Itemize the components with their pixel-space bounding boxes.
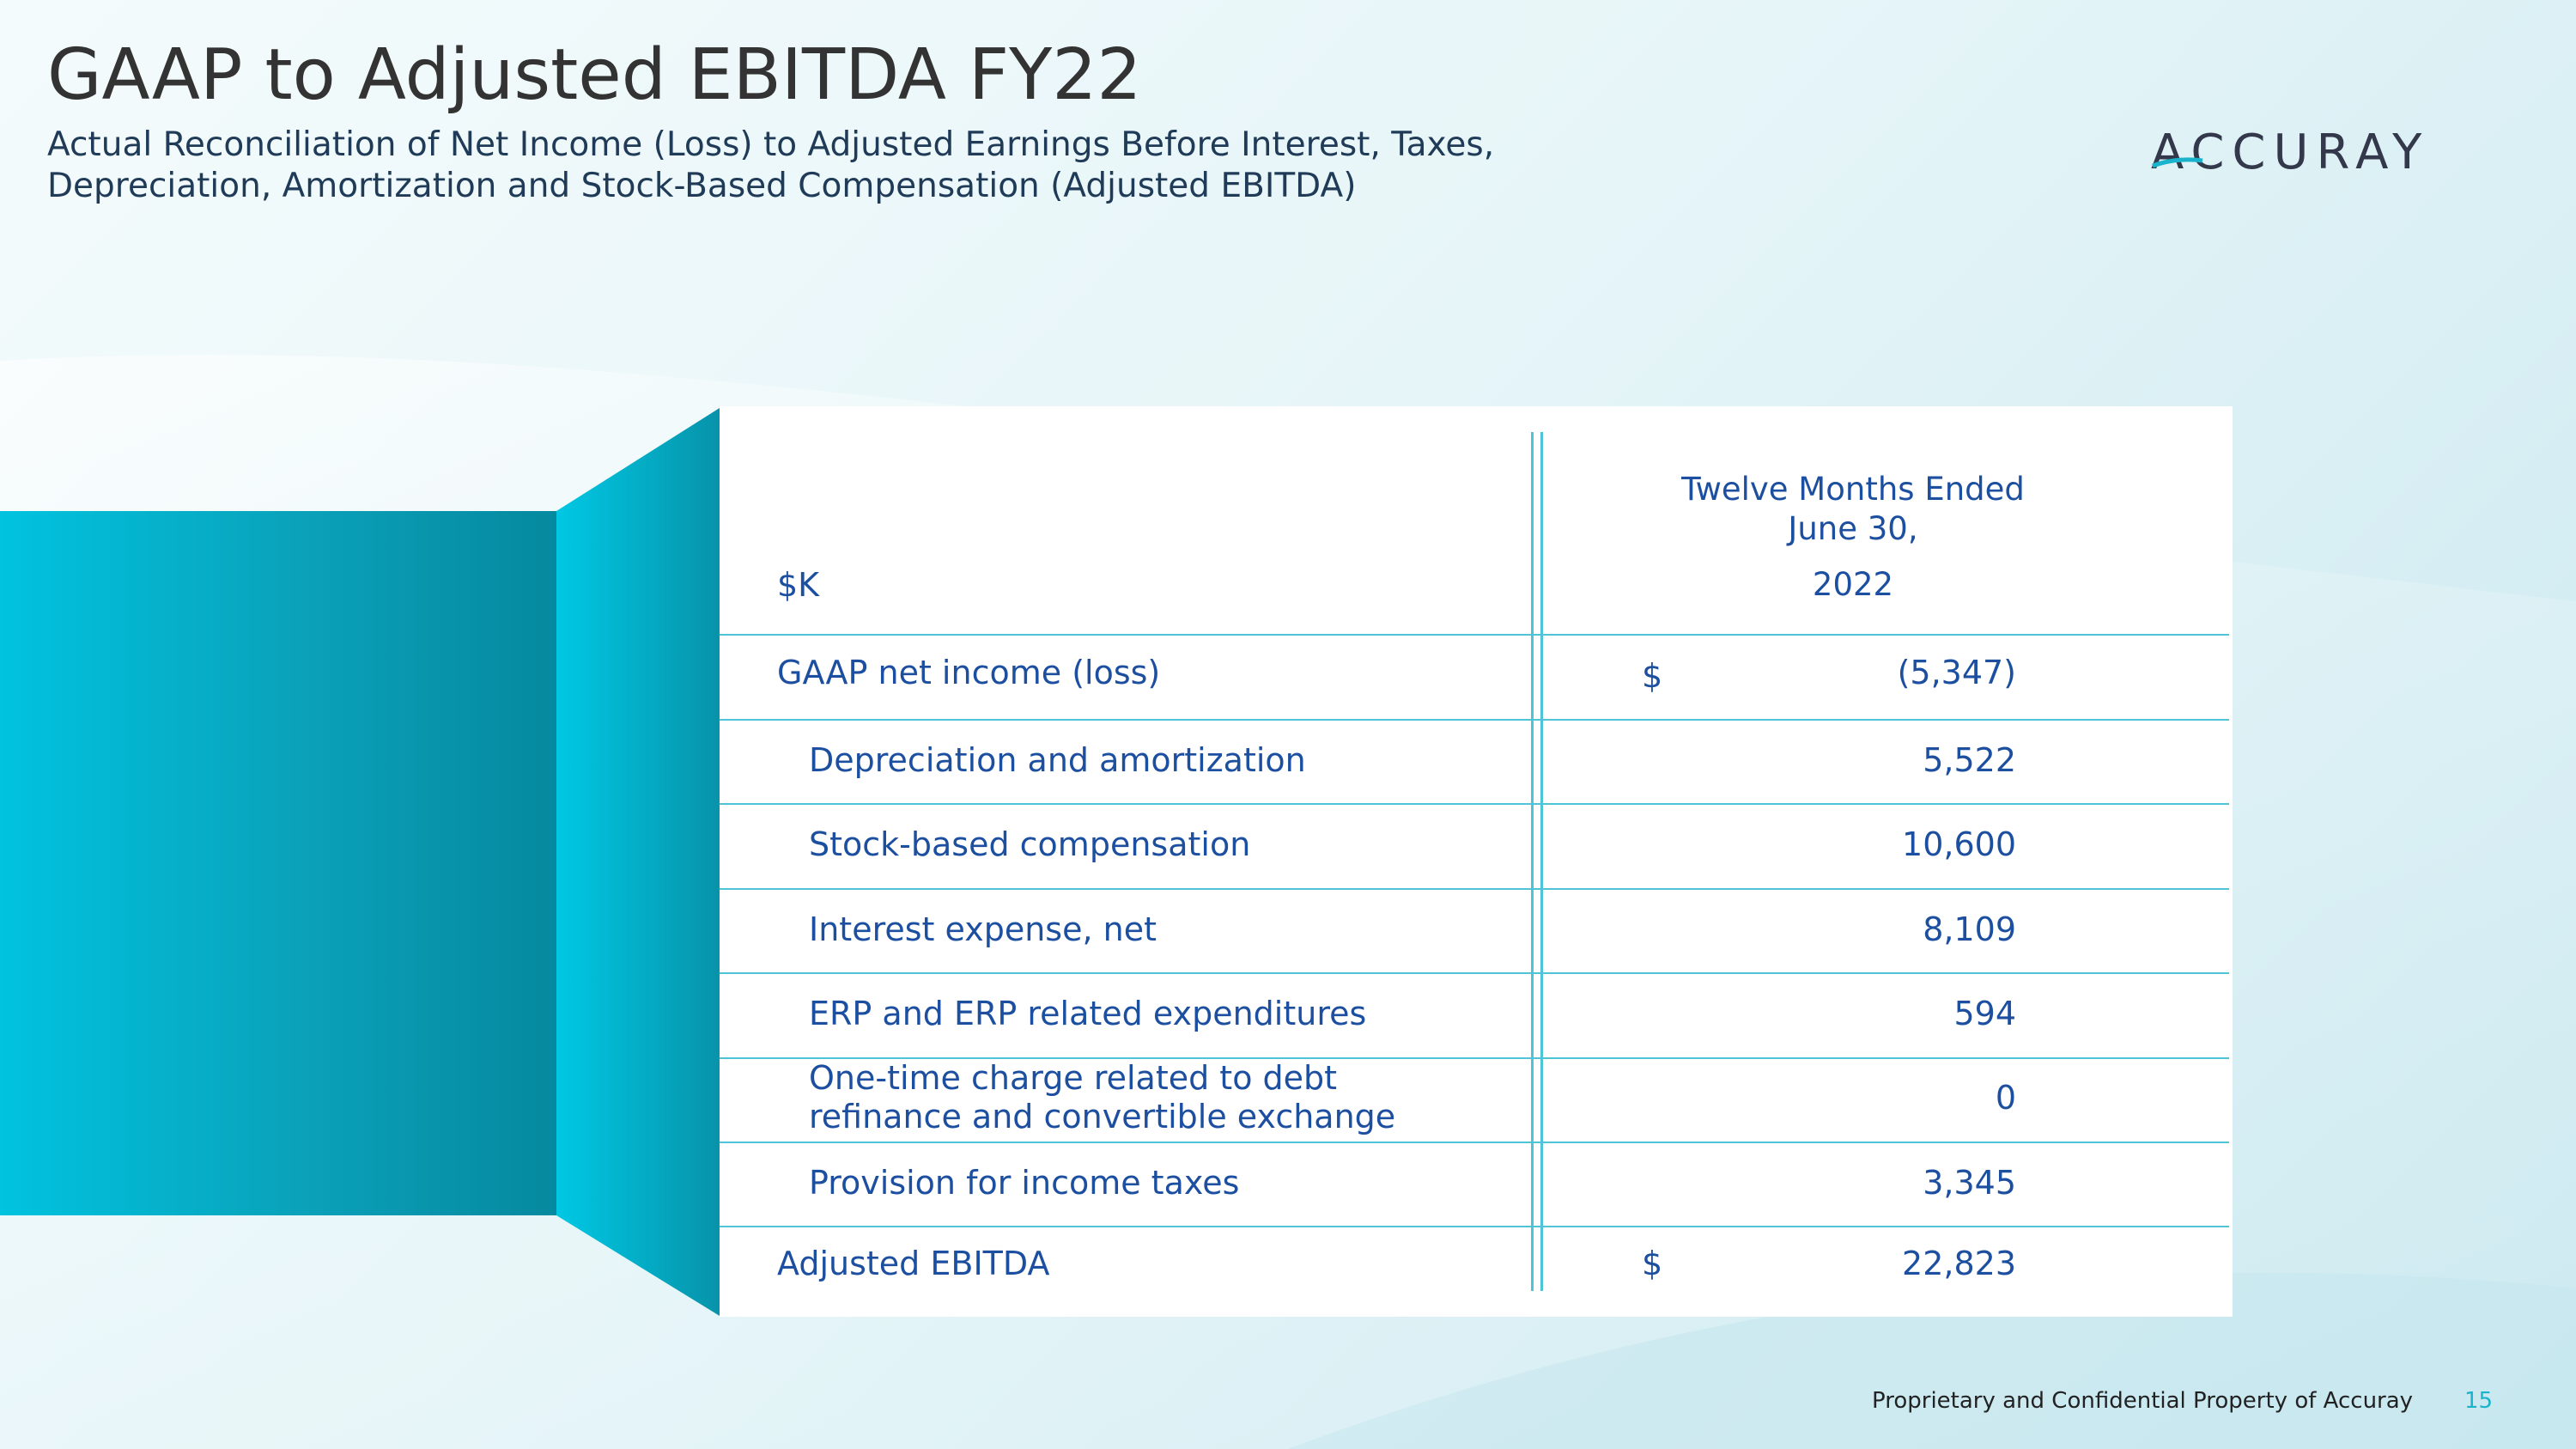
row-value: 22,823: [1902, 1245, 2016, 1282]
row-value: 3,345: [1923, 1164, 2016, 1202]
subtitle-line-2: Depreciation, Amortization and Stock-Based Compensation (Adjusted EBITDA): [47, 167, 1357, 205]
period-year: 2022: [1812, 566, 1894, 603]
row-divider: [720, 803, 2229, 805]
row-divider: [720, 1226, 2229, 1227]
row-divider: [720, 888, 2229, 890]
row-value: (5,347): [1897, 654, 2016, 691]
unit-label: $K: [777, 566, 820, 604]
row-label-line-2: refinance and convertible exchange: [809, 1098, 1396, 1135]
row-currency: $: [1642, 657, 1663, 695]
row-value: 8,109: [1923, 910, 2016, 948]
accuray-logo: [2151, 125, 2460, 180]
row-label: [809, 1059, 1395, 1136]
row-currency: $: [1642, 1245, 1663, 1282]
column-divider: [1531, 432, 1534, 1291]
page-number: 15: [2464, 1388, 2494, 1414]
logo-wordmark: ACCURAY: [2151, 125, 2430, 180]
row-label: ERP and ERP related expenditures: [809, 995, 1367, 1032]
reconciliation-table: [720, 406, 2233, 1317]
period-line-2: June 30,: [1788, 510, 1918, 547]
row-label: Stock-based compensation: [809, 825, 1251, 863]
row-divider: [720, 719, 2229, 721]
period-line-1: Twelve Months Ended: [1681, 471, 2025, 508]
confidential-notice: Proprietary and Confidential Property of Accuray: [1872, 1388, 2414, 1414]
page-title: GAAP to Adjusted EBITDA FY22: [47, 34, 1142, 116]
row-label: Provision for income taxes: [809, 1164, 1240, 1202]
row-label: Depreciation and amortization: [809, 741, 1306, 779]
row-label: Interest expense, net: [809, 910, 1157, 948]
subtitle-line-1: Actual Reconciliation of Net Income (Loss) to Adjusted Earnings Before Interest, Taxes,: [47, 125, 1495, 164]
row-value: 594: [1953, 995, 2016, 1032]
row-divider: [720, 1142, 2229, 1143]
row-divider: [720, 972, 2229, 974]
row-divider: [720, 634, 2229, 636]
row-label: GAAP net income (loss): [777, 654, 1161, 691]
row-value: 5,522: [1923, 741, 2016, 779]
row-value: 0: [1995, 1079, 2016, 1117]
row-label-line-1: One-time charge related to debt: [809, 1059, 1338, 1097]
period-header: [1638, 470, 2068, 549]
row-label: Adjusted EBITDA: [777, 1245, 1050, 1282]
logo-swoosh-icon: [2151, 125, 2220, 176]
page-subtitle: [47, 125, 1494, 207]
column-divider: [1540, 432, 1543, 1291]
row-value: 10,600: [1902, 825, 2016, 863]
